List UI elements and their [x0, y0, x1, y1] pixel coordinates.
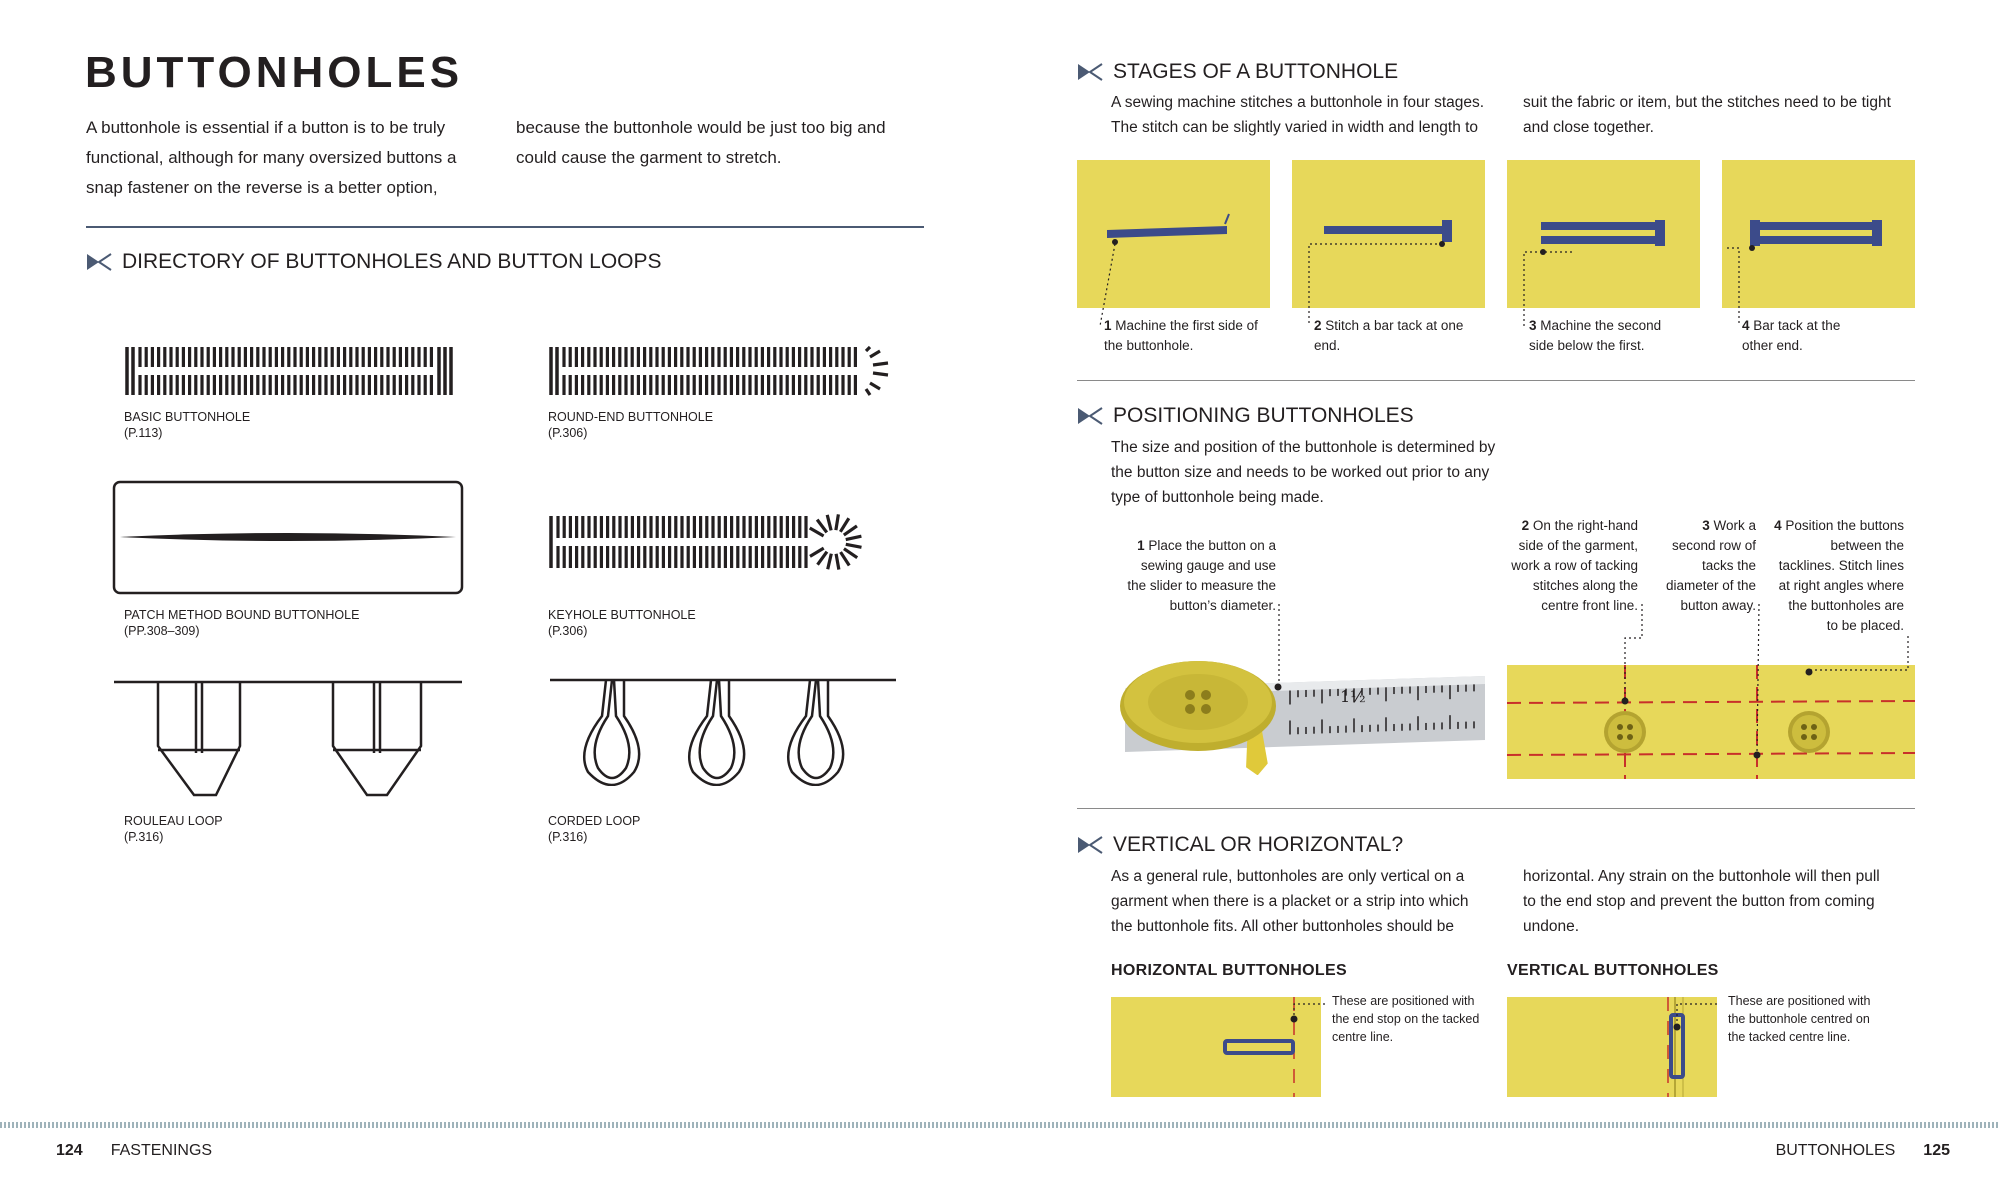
page-title: BUTTONHOLES	[85, 48, 464, 97]
stitch-mark	[846, 536, 862, 539]
orientation-heading	[1077, 833, 1403, 857]
item-name: CORDED LOOP	[548, 814, 641, 828]
horizontal-buttonholes-title: HORIZONTAL BUTTONHOLES	[1111, 962, 1347, 979]
step-number: 3	[1702, 518, 1710, 533]
running-head-left: FASTENINGS	[110, 1142, 213, 1159]
item-ref: (P.113)	[124, 426, 163, 440]
step-text: Place the button on a sewing gauge and use the slider to measure the button’s diameter.	[1127, 538, 1276, 613]
patch-bound-buttonhole-illustration	[112, 480, 464, 595]
step-text: On the right-hand side of the garment, work a row of tacking stitches along the centre front line.	[1511, 518, 1638, 613]
stitch-mark	[818, 552, 827, 565]
stitch-mark	[828, 554, 832, 570]
stages-heading-text: STAGES OF A BUTTONHOLE	[1113, 60, 1399, 83]
bowtie-icon	[1077, 836, 1103, 854]
step-number: 1	[1104, 318, 1112, 333]
vertical-leader-line	[1674, 1000, 1724, 1030]
stitch-mark	[810, 548, 824, 556]
footer-band	[0, 1122, 2000, 1128]
item-ref: (P.316)	[124, 830, 164, 844]
item-caption-basic	[124, 409, 250, 441]
footer-left	[56, 1142, 212, 1160]
stitch-mark	[840, 518, 848, 532]
item-ref: (PP.308–309)	[124, 624, 200, 638]
vertical-buttonholes-title: VERTICAL BUTTONHOLES	[1507, 962, 1719, 979]
orientation-heading-text: VERTICAL OR HORIZONTAL?	[1113, 833, 1404, 856]
stitch-mark	[841, 552, 850, 565]
item-caption-keyhole	[548, 607, 696, 639]
step-number: 2	[1314, 318, 1322, 333]
horizontal-leader-line	[1290, 1000, 1330, 1024]
stitch-mark	[836, 514, 839, 530]
item-ref: (P.316)	[548, 830, 588, 844]
footer-right	[1776, 1142, 1950, 1160]
intro-column-1: A buttonhole is essential if a button is to be truly functional, although for many oversized buttons a snap fastener on the reverse is a better option,	[86, 118, 457, 197]
gauge-mark-label: 1½	[1340, 687, 1366, 706]
item-caption-round-end	[548, 409, 713, 441]
item-name: PATCH METHOD BOUND BUTTONHOLE	[124, 608, 360, 622]
stitch-mark	[846, 544, 862, 547]
round-end-buttonhole-illustration	[548, 345, 893, 397]
tacking-leader-lines	[1500, 600, 1915, 760]
sewing-gauge-photo	[1110, 640, 1485, 775]
positioning-heading-text: POSITIONING BUTTONHOLES	[1113, 404, 1414, 427]
corded-loop-illustration	[548, 676, 898, 786]
item-name: ROUND-END BUTTONHOLE	[548, 410, 714, 424]
stitch-mark	[827, 515, 831, 531]
item-caption-rouleau	[124, 813, 223, 845]
stitch-mark	[836, 554, 839, 570]
running-head-right: BUTTONHOLES	[1775, 1142, 1896, 1159]
bowtie-icon	[86, 253, 112, 271]
step-text: Work a second row of tacks the diameter of the button away.	[1665, 518, 1756, 613]
stages-text-col1: A sewing machine stitches a buttonhole in four stages. The stitch can be slightly varied in width and length to	[1111, 94, 1485, 136]
orientation-text-col2: horizontal. Any strain on the buttonhole will then pull to the end stop and prevent the button from coming undone.	[1523, 868, 1880, 935]
item-ref: (P.306)	[548, 426, 588, 440]
item-ref: (P.306)	[548, 624, 588, 638]
stages-heading	[1077, 60, 1398, 84]
horizontal-note: These are positioned with the end stop on the tacked centre line.	[1332, 994, 1480, 1044]
step-text: Stitch a bar tack at one end.	[1314, 318, 1464, 353]
section-divider	[1077, 808, 1915, 809]
step-text: Machine the second side below the first.	[1529, 318, 1662, 353]
step-number: 4	[1774, 518, 1782, 533]
gauge-leader-line	[1276, 604, 1282, 690]
stitch-mark	[844, 549, 857, 558]
step-text: Position the buttons between the tacklines. Stitch lines at right angles where the buttonholes are to be placed.	[1778, 518, 1904, 633]
stitch-mark	[844, 526, 857, 535]
basic-buttonhole-illustration	[124, 345, 459, 397]
positioning-text: The size and position of the buttonhole is determined by the button size and needs to be worked out prior to any type of buttonhole being made.	[1111, 439, 1496, 506]
stage-leader-lines	[1077, 240, 1915, 350]
stages-text-col2: suit the fabric or item, but the stitches need to be tight and close together.	[1523, 94, 1891, 136]
bowtie-icon	[1077, 407, 1103, 425]
stitch-mark	[817, 520, 827, 533]
item-caption-patch	[124, 607, 359, 639]
section-divider	[1077, 380, 1915, 381]
directory-heading	[86, 250, 662, 274]
step-number: 2	[1521, 518, 1530, 533]
page-number-left: 124	[56, 1142, 83, 1159]
directory-heading-text: DIRECTORY OF BUTTONHOLES AND BUTTON LOOPS	[122, 250, 662, 273]
step-number: 1	[1137, 538, 1145, 553]
positioning-heading	[1077, 404, 1414, 428]
intro-column-2: because the buttonhole would be just too big and could cause the garment to stretch.	[516, 118, 886, 167]
item-name: KEYHOLE BUTTONHOLE	[548, 608, 696, 622]
keyhole-buttonhole-illustration	[548, 512, 868, 572]
item-name: ROULEAU LOOP	[124, 814, 223, 828]
step-number: 3	[1529, 318, 1537, 333]
item-name: BASIC BUTTONHOLE	[124, 410, 251, 424]
step-number: 4	[1742, 318, 1750, 333]
stitch-mark	[810, 528, 824, 536]
vertical-note: These are positioned with the buttonhole centred on the tacked centre line.	[1728, 994, 1871, 1044]
bowtie-icon	[1077, 63, 1103, 81]
orientation-text-col1: As a general rule, buttonholes are only vertical on a garment when there is a placket or a strip into which the buttonhole fits. All other buttonholes should be	[1111, 868, 1469, 935]
rouleau-loop-illustration	[112, 676, 464, 801]
step-text: Machine the first side of the buttonhole.	[1104, 318, 1258, 353]
step-text: Bar tack at the other end.	[1742, 318, 1841, 353]
item-caption-corded	[548, 813, 640, 845]
positioning-callout-1	[1120, 536, 1276, 616]
section-divider	[86, 226, 924, 228]
page-number-right: 125	[1923, 1142, 1950, 1159]
